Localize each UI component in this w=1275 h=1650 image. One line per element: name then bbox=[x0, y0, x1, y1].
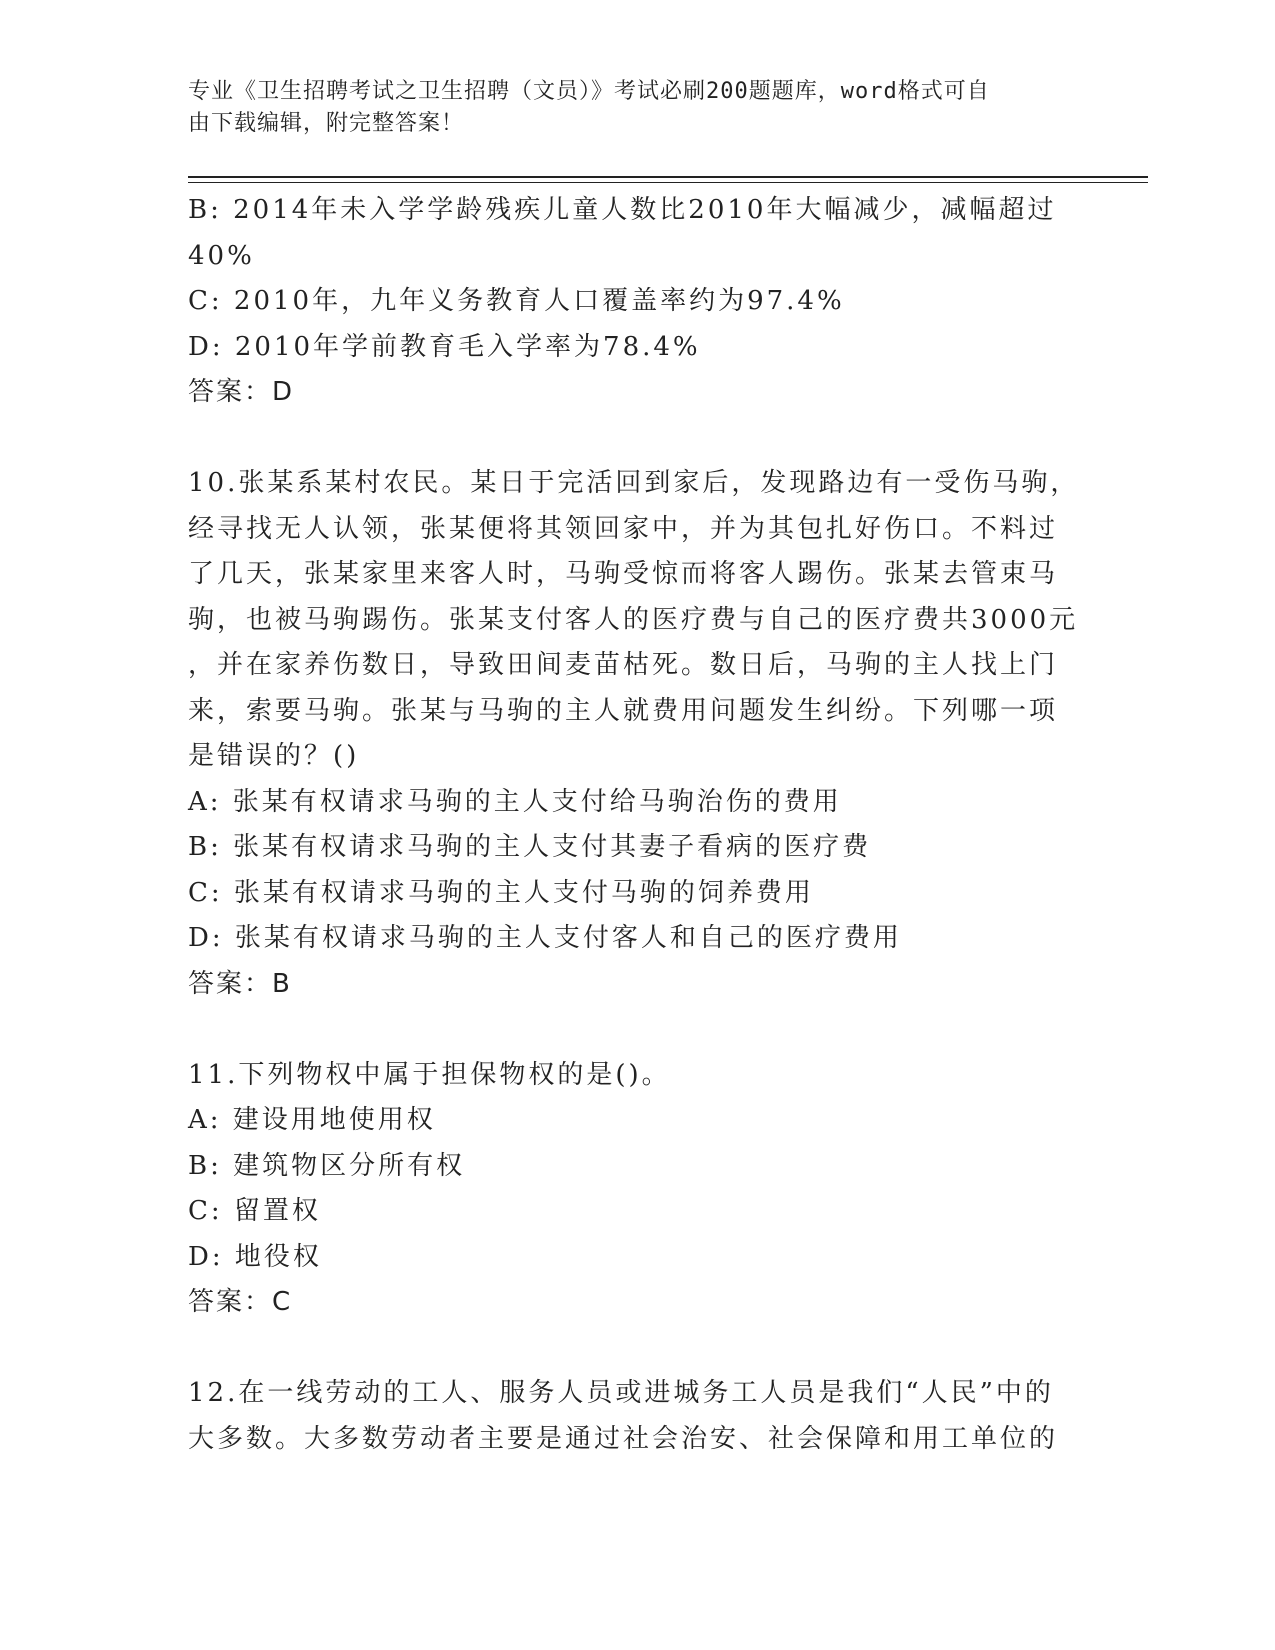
question-stem-line: 经寻找无人认领，张某便将其领回家中，并为其包扎好伤口。不料过 bbox=[188, 513, 1059, 544]
header-line: 由下载编辑，附完整答案！ bbox=[188, 111, 465, 136]
answer: 答案：B bbox=[188, 968, 292, 999]
spacer bbox=[188, 1007, 1088, 1053]
option-d: D: 地役权 bbox=[188, 1241, 322, 1272]
option-c: C: 2010年，九年义务教育人口覆盖率约为97.4% bbox=[188, 286, 845, 316]
question-stem-line: 12.在一线劳动的工人、服务人员或进城务工人员是我们“人民”中的 bbox=[188, 1378, 1054, 1408]
header-divider bbox=[188, 176, 1148, 178]
option-c: C: 留置权 bbox=[188, 1196, 321, 1226]
option-d: D: 张某有权请求马驹的主人支付客人和自己的医疗费用 bbox=[188, 923, 902, 953]
option-b: B: 2014年未入学学龄残疾儿童人数比2010年大幅减少，减幅超过 bbox=[188, 195, 1057, 225]
option-b: B: 张某有权请求马驹的主人支付其妻子看病的医疗费 bbox=[188, 832, 872, 862]
question-9-tail bbox=[188, 188, 1088, 416]
question-stem-line: 大多数。大多数劳动者主要是通过社会治安、社会保障和用工单位的 bbox=[188, 1423, 1059, 1454]
question-stem: 11.下列物权中属于担保物权的是()。 bbox=[188, 1059, 671, 1090]
spacer bbox=[188, 1326, 1088, 1372]
header-divider-thin bbox=[188, 182, 1148, 183]
question-stem-line: 了几天，张某家里来客人时，马驹受惊而将客人踢伤。张某去管束马 bbox=[188, 559, 1059, 589]
question-stem-line: ，并在家养伤数日，导致田间麦苗枯死。数日后，马驹的主人找上门 bbox=[188, 650, 1059, 680]
question-stem-line: 来，索要马驹。张某与马驹的主人就费用问题发生纠纷。下列哪一项 bbox=[188, 695, 1059, 726]
option-d: D: 2010年学前教育毛入学率为78.4% bbox=[188, 331, 701, 362]
spacer bbox=[188, 416, 1088, 462]
option-b-continued: 40% bbox=[188, 240, 255, 271]
answer: 答案：D bbox=[188, 377, 295, 407]
option-a: A: 建设用地使用权 bbox=[188, 1105, 436, 1135]
question-10 bbox=[188, 461, 1088, 1007]
option-c: C: 张某有权请求马驹的主人支付马驹的饲养费用 bbox=[188, 877, 814, 908]
question-content bbox=[188, 188, 1088, 1462]
option-b: B: 建筑物区分所有权 bbox=[188, 1150, 466, 1181]
answer: 答案：C bbox=[188, 1287, 293, 1317]
option-a: A: 张某有权请求马驹的主人支付给马驹治伤的费用 bbox=[188, 786, 842, 817]
question-12 bbox=[188, 1371, 1088, 1462]
question-stem-line: 驹，也被马驹踢伤。张某支付客人的医疗费与自己的医疗费共3000元 bbox=[188, 604, 1079, 635]
document-header bbox=[188, 76, 1068, 140]
question-11 bbox=[188, 1053, 1088, 1326]
question-stem-line: 10.张某系某村农民。某日于完活回到家后，发现路边有一受伤马驹， bbox=[188, 468, 1080, 498]
header-line: 专业《卫生招聘考试之卫生招聘（文员）》考试必刷200题题库，word格式可自 bbox=[188, 79, 990, 104]
question-stem-line: 是错误的？() bbox=[188, 741, 360, 771]
